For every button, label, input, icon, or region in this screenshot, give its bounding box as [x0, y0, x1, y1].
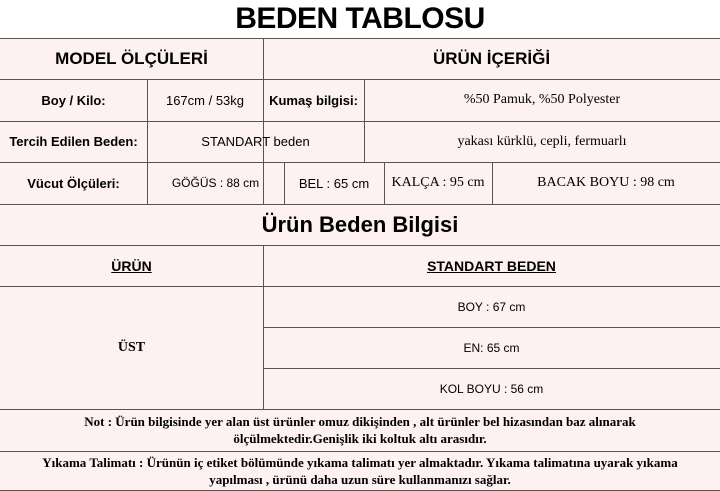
product-type: ÜST	[117, 339, 146, 355]
height-weight-value: 167cm / 53kg	[165, 92, 245, 108]
length-measurement: BOY : 67 cm	[457, 299, 526, 314]
size-info-title: Ürün Beden Bilgisi	[261, 211, 459, 237]
product-column-header: ÜRÜN	[111, 257, 152, 274]
waist-measurement: BEL : 65 cm	[298, 175, 370, 191]
model-measurements-header: MODEL ÖLÇÜLERİ	[55, 48, 208, 68]
washing-instructions: Yıkama Talimatı : Ürünün iç etiket bölümünde yıkama talimatı yer almaktadır. Yıkama talimatına uyarak yıkama yapılması , ürünü daha uzun süre kullanmanızı sağlar.	[42, 454, 678, 487]
product-content-header: ÜRÜN İÇERİĞİ	[432, 48, 551, 68]
leg-length-measurement: BACAK BOYU : 98 cm	[537, 175, 675, 190]
fabric-value: %50 Pamuk, %50 Polyester	[463, 92, 621, 107]
preferred-size-label: Tercih Edilen Beden:	[9, 134, 138, 149]
standard-size-column-header: STANDART BEDEN	[427, 257, 556, 274]
fabric-label: Kumaş bilgisi:	[269, 92, 358, 108]
hip-measurement: KALÇA : 95 cm	[391, 175, 485, 190]
width-measurement: EN: 65 cm	[463, 340, 520, 355]
height-weight-label: Boy / Kilo:	[41, 92, 106, 108]
measurement-note: Not : Ürün bilgisinde yer alan üst ürünler omuz dikişinden , alt ürünler bel hizasından baz alınarak ölçülmektedir.Genişlik iki koltuk altı arasıdır.	[84, 414, 636, 446]
body-measurements-label: Vücut Ölçüleri:	[27, 175, 120, 191]
preferred-size-value: STANDART beden	[201, 134, 310, 149]
chest-measurement: GÖĞÜS : 88 cm	[171, 176, 260, 190]
page-title: BEDEN TABLOSU	[235, 2, 485, 35]
sleeve-length-measurement: KOL BOYU : 56 cm	[439, 381, 544, 396]
product-features: yakası kürklü, cepli, fermuarlı	[457, 133, 627, 149]
